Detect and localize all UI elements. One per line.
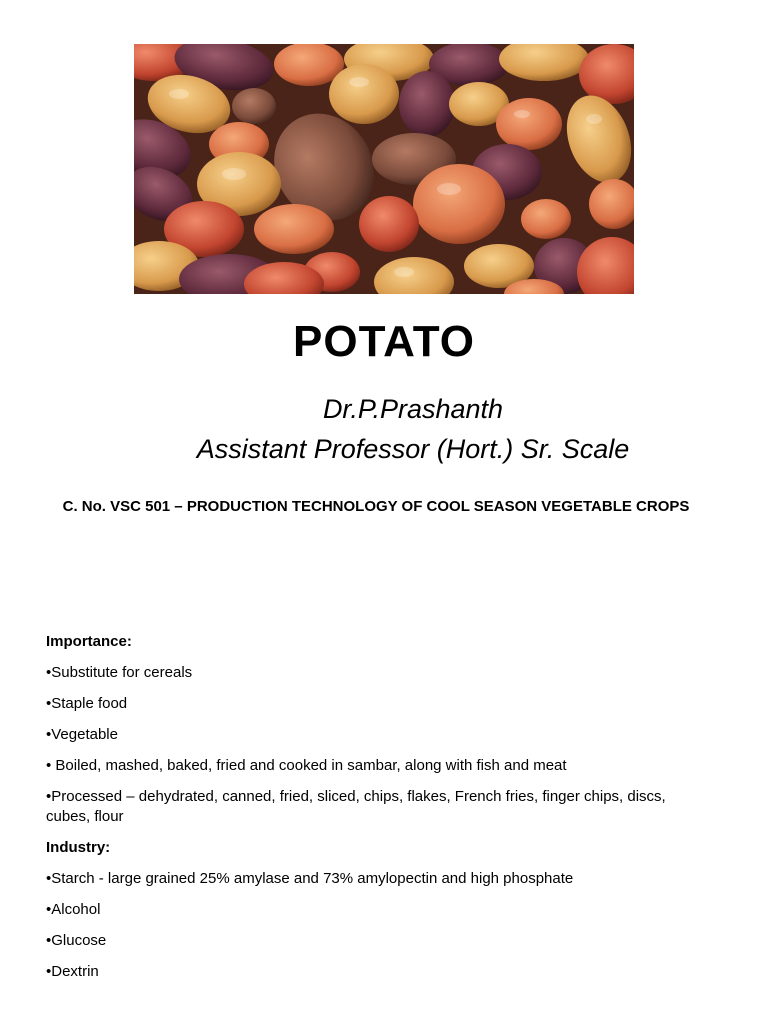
section-heading-industry: Industry: [46, 839, 111, 856]
list-item: • Boiled, mashed, baked, fried and cooked in sambar, along with fish and meat [46, 757, 567, 774]
list-item: •Glucose [46, 932, 107, 949]
list-item: •Staple food [46, 695, 128, 712]
list-item: •Dextrin [46, 963, 99, 980]
course-title: C. No. VSC 501 – PRODUCTION TECHNOLOGY OF COOL SEASON VEGETABLE CROPS [62, 498, 690, 515]
potato-photo [134, 44, 634, 294]
author-designation: Assistant Professor (Hort.) Sr. Scale [196, 434, 630, 464]
page-title: POTATO [293, 317, 475, 366]
section-heading-importance: Importance: [46, 633, 132, 650]
list-item: •Processed – dehydrated, canned, fried, sliced, chips, flakes, French fries, finger chips, discs, cubes, flour [46, 788, 666, 825]
author-name: Dr.P.Prashanth [322, 394, 504, 424]
list-item: •Vegetable [46, 726, 118, 743]
potato-illustration [134, 44, 634, 294]
list-item: •Substitute for cereals [46, 664, 193, 681]
list-item: •Starch - large grained 25% amylase and 73% amylopectin and high phosphate [46, 870, 574, 887]
notes-body [46, 632, 686, 993]
list-item: •Alcohol [46, 901, 101, 918]
